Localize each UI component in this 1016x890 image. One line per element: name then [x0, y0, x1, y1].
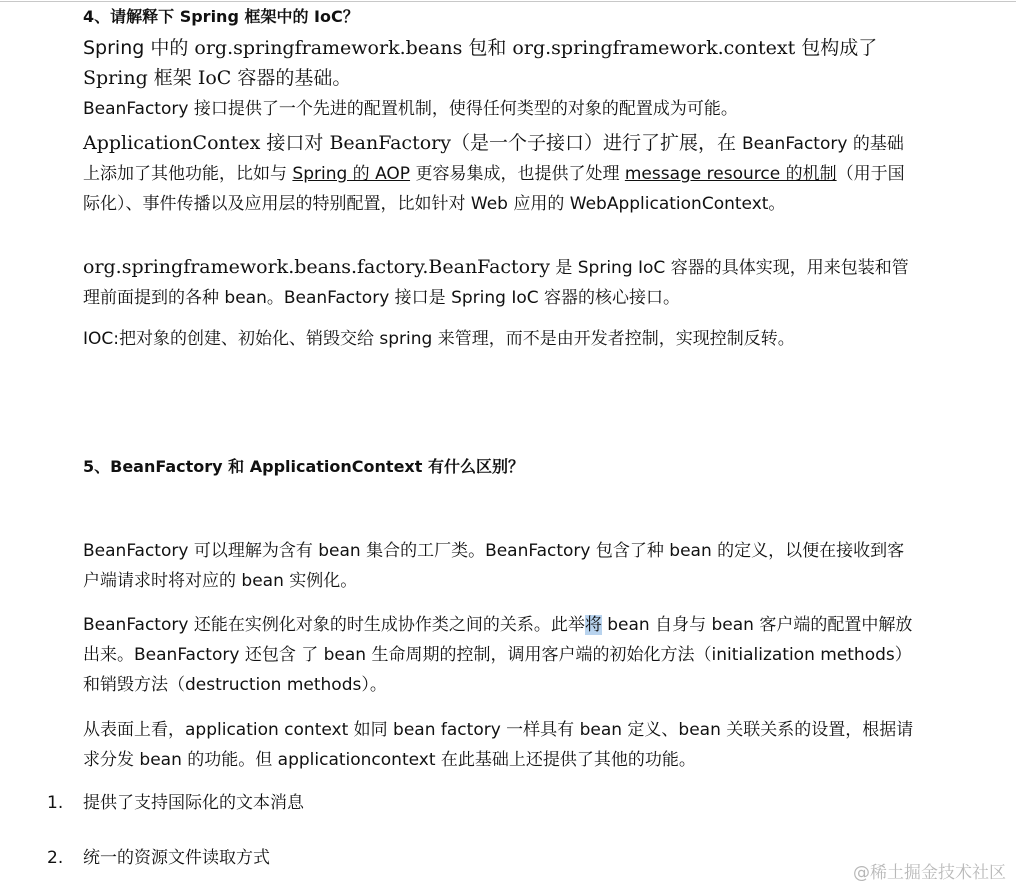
- top-divider: [0, 1, 1016, 2]
- message-resource-link[interactable]: message resource 的机制: [624, 164, 837, 184]
- p3-part-b: BeanFactory 的基础上添加了其他功能，比如与: [83, 134, 904, 184]
- highlighted-character: 将: [584, 615, 602, 635]
- p4-rest: 是 Spring IoC 容器的具体实现，用来包装和管理前面提到的各种 bean。BeanFactory 接口是 Spring IoC 容器的核心接口。: [83, 258, 909, 308]
- p2-part-a: BeanFactory 还能在实例化对象的时生成协作类之间的关系。此举: [83, 615, 585, 635]
- watermark: @稀土掘金技术社区: [853, 863, 1006, 883]
- p1-rest: 中的 org.springframework.beans 包和 org.springframework.context 包构成了 Spring 框架 IoC 容器的基础。: [83, 37, 878, 89]
- section-4-paragraph-4: [83, 252, 918, 313]
- list-item: [47, 846, 270, 870]
- list-item: [47, 791, 304, 815]
- list-item-text: 提供了支持国际化的文本消息: [83, 793, 304, 813]
- section-4-paragraph-2: BeanFactory 接口提供了一个先进的配置机制，使得任何类型的对象的配置成为可能。: [83, 99, 738, 119]
- section-4-paragraph-3: [83, 128, 918, 219]
- section-5-heading: 5、BeanFactory 和 ApplicationContext 有什么区别？: [83, 457, 524, 476]
- p1-lead: Spring: [83, 37, 151, 59]
- p4-class-name: org.springframework.beans.factory.BeanFactory: [83, 256, 550, 278]
- p3-part-a: ApplicationContex 接口对 BeanFactory（是一个子接口）进行了扩展，在: [83, 132, 743, 154]
- section-4-paragraph-5: IOC:把对象的创建、初始化、销毁交给 spring 来管理，而不是由开发者控制，实现控制反转。: [83, 329, 795, 349]
- spring-aop-link[interactable]: Spring 的 AOP: [292, 164, 411, 184]
- section-5-paragraph-1: BeanFactory 可以理解为含有 bean 集合的工厂类。BeanFactory 包含了种 bean 的定义，以便在接收到客户端请求时将对应的 bean 实例化。: [83, 541, 905, 591]
- section-5-paragraph-2: [83, 610, 918, 700]
- list-number: 1.: [47, 793, 64, 813]
- list-item-text: 统一的资源文件读取方式: [83, 848, 270, 868]
- p3-part-d: （用于国际化）、事件传播以及应用层的特别配置，比如针对 Web 应用的 WebApplicationContext。: [83, 164, 905, 214]
- section-4-heading: 4、请解释下 Spring 框架中的 IoC？: [83, 7, 359, 26]
- p2-part-b: bean 自身与 bean 客户端的配置中解放出来。BeanFactory 还包含 了 bean 生命周期的控制，调用客户端的初始化方法（initialization methods）和销毁方法（destruction methods）。: [83, 615, 913, 695]
- section-4-paragraph-1: [83, 33, 918, 93]
- list-number: 2.: [47, 848, 64, 868]
- section-5-paragraph-3: 从表面上看，application context 如同 bean factory 一样具有 bean 定义、bean 关联关系的设置，根据请求分发 bean 的功能。但 applicationcontext 在此基础上还提供了其他的功能。: [83, 720, 914, 770]
- p3-part-c: 更容易集成，也提供了处理: [410, 164, 625, 184]
